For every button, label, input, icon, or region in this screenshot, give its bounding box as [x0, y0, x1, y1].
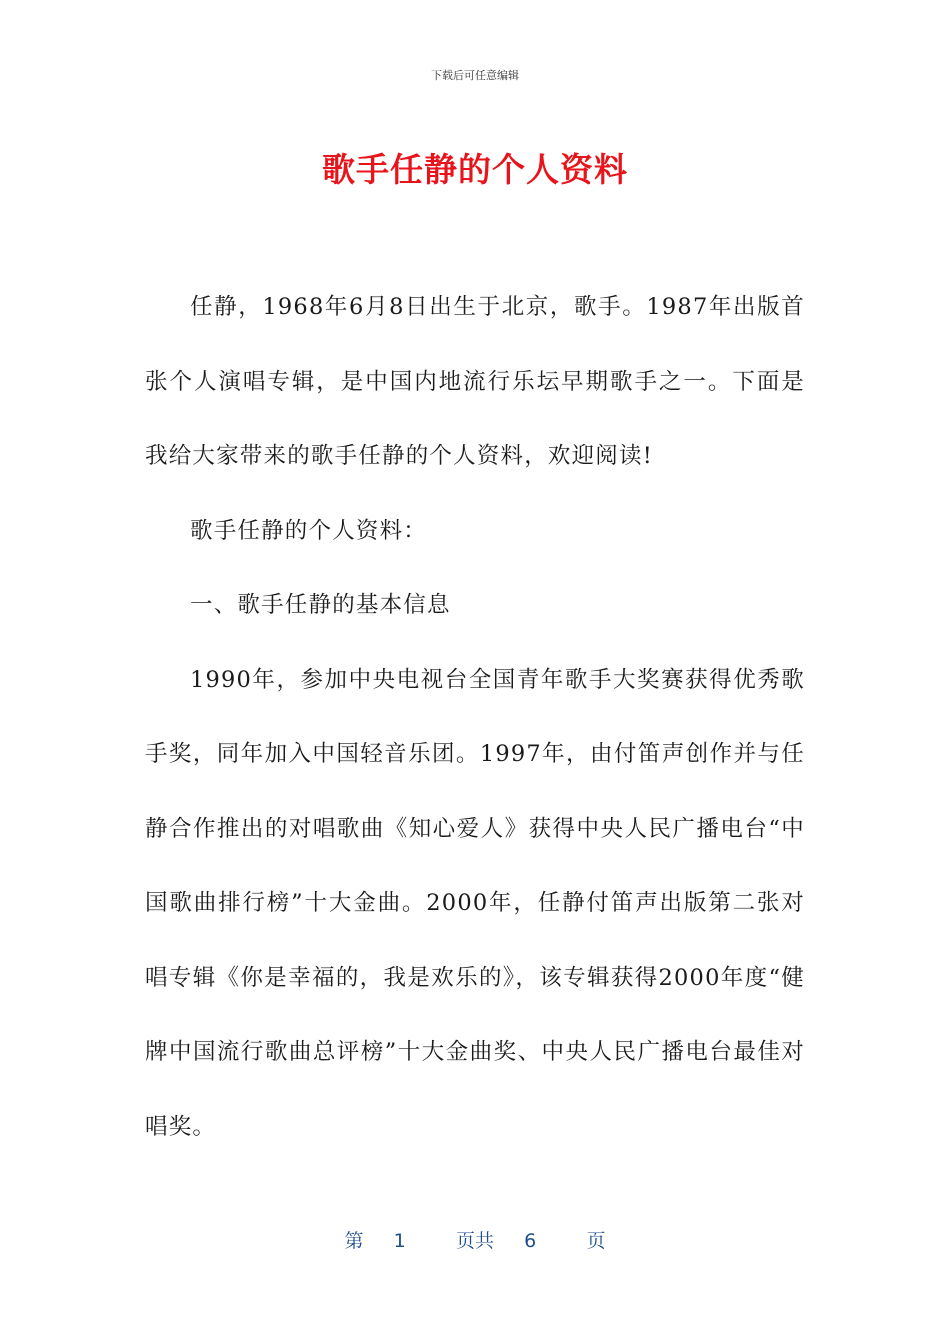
footer-prefix: 第: [344, 1230, 364, 1252]
document-body: [145, 270, 805, 1164]
paragraph-intro: 任静，1968年6月8日出生于北京，歌手。1987年出版首张个人演唱专辑，是中国内地流行乐坛早期歌手之一。下面是我给大家带来的歌手任静的个人资料，欢迎阅读!: [145, 294, 805, 469]
footer-middle: 页共: [455, 1230, 494, 1252]
paragraph-section-heading: 歌手任静的个人资料：: [190, 517, 428, 544]
paragraph-career: 1990年，参加中央电视台全国青年歌手大奖赛获得优秀歌手奖，同年加入中国轻音乐团。1997年，由付笛声创作并与任静合作推出的对唱歌曲《知心爱人》获得中央人民广播电台“中国歌曲排行榜”十大金曲。2000年，任静付笛声出版第二张对唱专辑《你是幸福的，我是欢乐的》，该专辑获得2000年度“健牌中国流行歌曲总评榜”十大金曲奖、中央人民广播电台最佳对唱奖。: [145, 666, 805, 1140]
page-number-footer: [0, 1226, 950, 1253]
footer-current-page: 1: [393, 1230, 406, 1252]
footer-total-pages: 6: [524, 1230, 537, 1252]
footer-suffix: 页: [586, 1230, 606, 1252]
page-header-note: 下载后可任意编辑: [431, 69, 519, 82]
paragraph-subheading-basic-info: 一、歌手任静的基本信息: [190, 592, 451, 618]
document-title: 歌手任静的个人资料: [322, 150, 628, 189]
